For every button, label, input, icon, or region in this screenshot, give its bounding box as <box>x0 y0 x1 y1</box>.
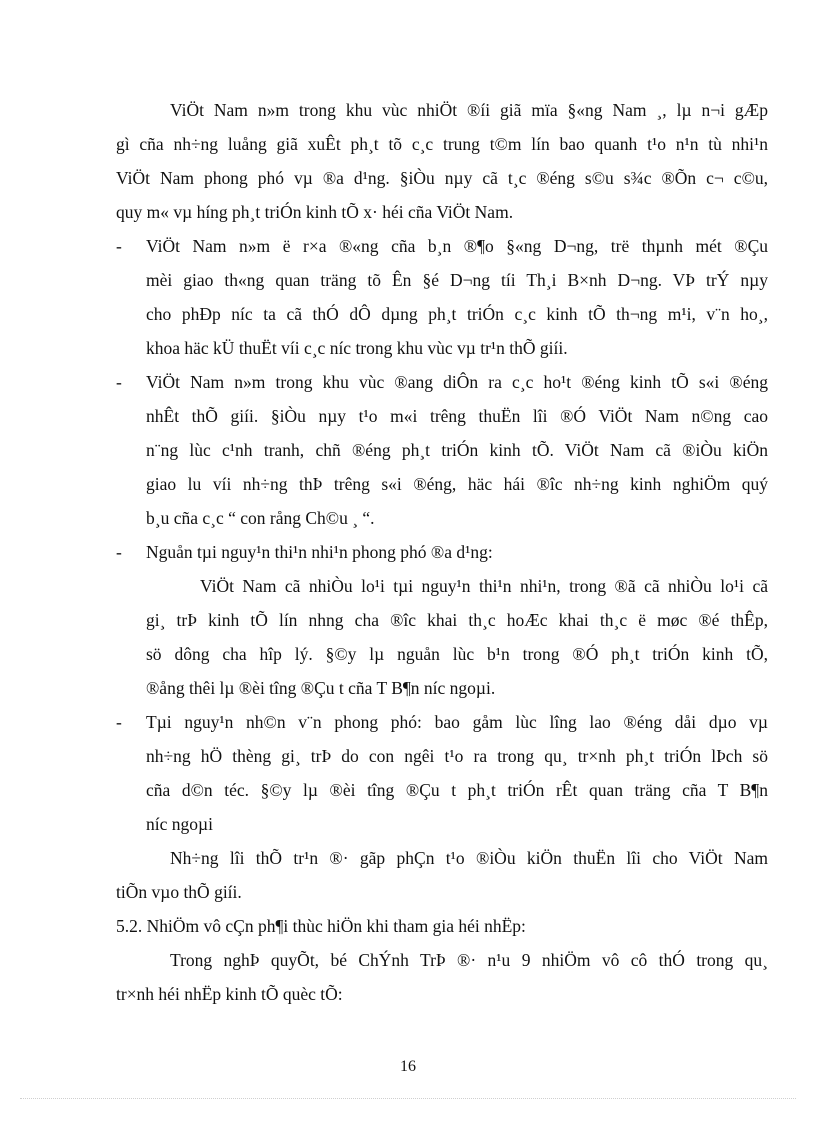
paragraph-resolution <box>116 943 768 1011</box>
text-line: mèi giao th«ng quan träng tõ Ên §é D¬ng tíi Th¸i B×nh D¬ng. VÞ trÝ nµy <box>146 270 768 290</box>
section-heading: 5.2. NhiÖm vô cÇn ph¶i thùc hiÖn khi tham gia héi nhËp: <box>116 916 526 936</box>
text-line: tiÕn vµo thÕ giíi. <box>116 882 242 902</box>
bullet-item-location <box>116 229 768 365</box>
natural-resources-detail <box>116 569 768 705</box>
bullet-dash: - <box>116 372 122 392</box>
text-line: ViÖt Nam n»m trong khu vùc nhiÖt ®íi giã mïa §«ng Nam ¸, lµ n¬i gÆp <box>170 100 768 120</box>
page-bottom-divider <box>20 1098 796 1099</box>
page-body <box>116 93 768 1011</box>
text-line: giao lu víi nh÷ng thÞ trêng s«i ®éng, häc hái ®îc nh÷ng kinh nghiÖm quý <box>146 474 768 494</box>
bullet-item-economic-region <box>116 365 768 535</box>
text-line: ViÖt Nam cã nhiÒu lo¹i tµi nguy¹n thi¹n nhi¹n, trong ®ã cã nhiÒu lo¹i cã <box>200 576 768 596</box>
text-line: cña d©n téc. §©y lµ ®èi tîng ®Çu t ph¸t triÓn rÊt quan träng cña T B¶n <box>146 780 768 800</box>
paragraph-advantages <box>116 841 768 909</box>
text-line: quy m« vµ híng ph¸t triÓn kinh tÕ x· héi cña ViÖt Nam. <box>116 202 514 222</box>
text-line: níc ngoµi <box>146 814 213 834</box>
text-line: gi¸ trÞ kinh tÕ lín nhng cha ®îc khai th¸c hoÆc khai th¸c ë møc ®é thÊp, <box>146 610 768 630</box>
text-line: tr×nh héi nhËp kinh tÕ quèc tÕ: <box>116 984 343 1004</box>
text-line: ViÖt Nam n»m ë r×a ®«ng cña b¸n ®¶o §«ng D¬ng, trë thµnh mét ®Çu <box>146 236 768 256</box>
bullet-item-human-resources <box>116 705 768 841</box>
text-line: nhÊt thÕ giíi. §iÒu nµy t¹o m«i trêng thuËn lîi ®Ó ViÖt Nam n©ng cao <box>146 406 768 426</box>
text-line: nh÷ng hÖ thèng gi¸ trÞ do con ngêi t¹o ra trong qu¸ tr×nh ph¸t triÓn lÞch sö <box>146 746 768 766</box>
text-line: n¨ng lùc c¹nh tranh, chñ ®éng ph¸t triÓn kinh tÕ. ViÖt Nam cã ®iÒu kiÖn <box>146 440 768 460</box>
bullet-dash: - <box>116 236 122 256</box>
page-number: 16 <box>400 1058 416 1075</box>
text-line: cho phÐp níc ta cã thÓ dÔ dµng ph¸t triÓn c¸c kinh tÕ th¬ng m¹i, v¨n ho¸, <box>146 304 768 324</box>
bullet-dash: - <box>116 542 122 562</box>
paragraph-intro <box>116 93 768 229</box>
text-line: Nh÷ng lîi thÕ tr¹n ®· gãp phÇn t¹o ®iÒu kiÖn thuËn lîi cho ViÖt Nam <box>170 848 768 868</box>
text-line: Trong nghÞ quyÕt, bé ChÝnh TrÞ ®· n¹u 9 nhiÖm vô cô thÓ trong qu¸ <box>170 950 768 970</box>
text-line: khoa häc kÜ thuËt víi c¸c níc trong khu vùc vµ tr¹n thÕ giíi. <box>146 338 568 358</box>
text-line: ViÖt Nam n»m trong khu vùc ®ang diÔn ra c¸c ho¹t ®éng kinh tÕ s«i ®éng <box>146 372 768 392</box>
text-line: ®ång thêi lµ ®èi tîng ®Çu t cña T B¶n níc ngoµi. <box>146 678 496 698</box>
text-line: gì cña nh÷ng luång giã xuÊt ph¸t tõ c¸c trung t©m lín bao quanh t¹o n¹n tù nhi¹n <box>116 134 768 154</box>
text-line: b¸u cña c¸c “ con rång Ch©u ¸ “. <box>146 508 375 528</box>
text-line: Tµi nguy¹n nh©n v¨n phong phó: bao gåm lùc lîng lao ®éng dåi dµo vµ <box>146 712 768 732</box>
text-line: sö dông cha hîp lý. §©y lµ nguån lùc b¹n trong ®Ó ph¸t triÓn kinh tÕ, <box>146 644 768 664</box>
text-line: ViÖt Nam phong phó vµ ®a d¹ng. §iÒu nµy cã t¸c ®éng s©u s¾c ®Õn c¬ c©u, <box>116 168 768 188</box>
text-line: Nguån tµi nguy¹n thi¹n nhi¹n phong phó ®a d¹ng: <box>146 542 493 562</box>
bullet-item-natural-resources <box>116 535 768 569</box>
bullet-dash: - <box>116 712 122 732</box>
